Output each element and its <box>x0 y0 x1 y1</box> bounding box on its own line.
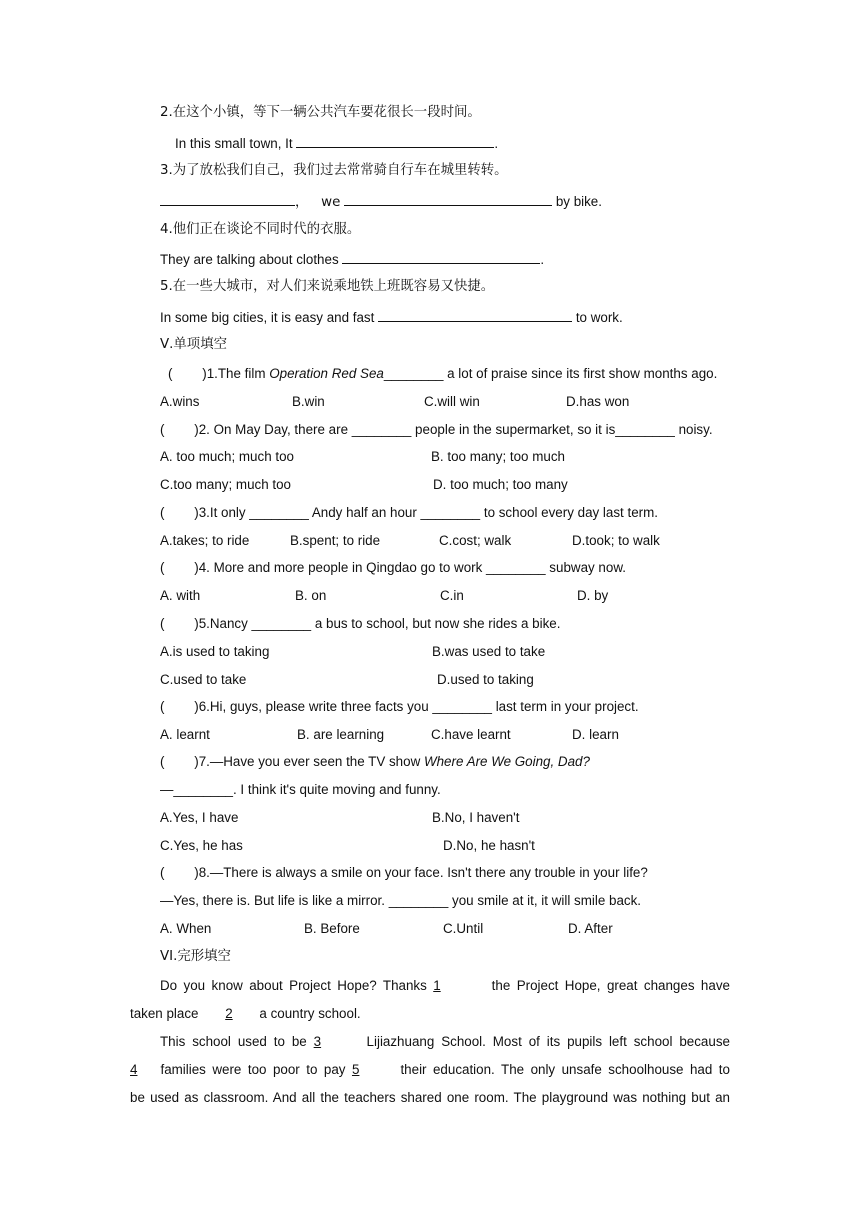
q4-stem: 4. More and more people in Qingdao go to work ________ subway now. <box>198 560 626 575</box>
q4-prefix: They are talking about clothes <box>160 252 339 267</box>
q1-option-a[interactable]: A.wins <box>160 394 200 409</box>
mc-question-4 <box>160 559 626 577</box>
q5-option-b[interactable]: B.was used to take <box>432 644 546 659</box>
translation-q2-english <box>175 134 498 153</box>
q7-stem-pre: 7.—Have you ever seen the TV show <box>198 754 424 769</box>
q3-stem: 3.It only ________ Andy half an hour ________ to school every day last term. <box>198 505 658 520</box>
q5-option-a[interactable]: A.is used to taking <box>160 644 270 659</box>
q6-option-b[interactable]: B. are learning <box>297 727 385 742</box>
q2-suffix: . <box>494 136 499 151</box>
q6-option-a[interactable]: A. learnt <box>160 727 210 742</box>
q5-prefix: In some big cities, it is easy and fast <box>160 310 375 325</box>
translation-q4-chinese: 4.他们正在谈论不同时代的衣服。 <box>160 222 361 237</box>
cloze-text: taken place <box>130 1006 199 1021</box>
q2-option-d[interactable]: D. too much; too many <box>433 477 568 492</box>
mc-question-3 <box>160 504 658 522</box>
q1-option-b[interactable]: B.win <box>292 394 325 409</box>
q1-option-d[interactable]: D.has won <box>566 394 630 409</box>
cloze-paragraph-2-line-1 <box>130 1033 730 1051</box>
q8-option-d[interactable]: D. After <box>568 921 613 936</box>
q6-option-c[interactable]: C.have learnt <box>431 727 511 742</box>
answer-paren[interactable]: ( ) <box>160 422 199 437</box>
section-5-title: Ⅴ.单项填空 <box>160 337 227 352</box>
cloze-text: Lijiazhuang School. Most of its pupils left school because <box>366 1034 730 1049</box>
q2-option-c[interactable]: C.too many; much too <box>160 477 291 492</box>
cloze-paragraph-1-line-1 <box>130 977 730 995</box>
cloze-text: Do you know about Project Hope? Thanks <box>160 978 427 993</box>
answer-paren[interactable]: ( ) <box>160 505 199 520</box>
cloze-blank-3[interactable]: 3 <box>313 1034 322 1049</box>
q8-option-b[interactable]: B. Before <box>304 921 360 936</box>
q8-option-c[interactable]: C.Until <box>443 921 484 936</box>
q6-option-d[interactable]: D. learn <box>572 727 619 742</box>
q5-answer-blank[interactable] <box>378 308 572 322</box>
answer-paren[interactable]: ( ) <box>168 366 207 381</box>
q8-response-line: —Yes, there is. But life is like a mirror. ________ you smile at it, it will smile back. <box>160 893 642 908</box>
section-6-title: VI.完形填空 <box>160 949 231 964</box>
q8-stem: 8.—There is always a smile on your face. Isn't there any trouble in your life? <box>198 865 648 880</box>
answer-paren[interactable]: ( ) <box>160 560 199 575</box>
q3-suffix: by bike. <box>555 194 602 209</box>
q4-option-d[interactable]: D. by <box>577 588 609 603</box>
q3-answer-blank-2[interactable] <box>344 192 552 206</box>
q3-mid: ， we <box>295 195 341 210</box>
translation-q3-english <box>160 192 602 212</box>
q7-show-title: Where Are We Going, Dad? <box>423 754 590 769</box>
q4-option-a[interactable]: A. with <box>160 588 201 603</box>
q2-option-b[interactable]: B. too many; too much <box>431 449 565 464</box>
q3-option-b[interactable]: B.spent; to ride <box>290 533 381 548</box>
q3-option-a[interactable]: A.takes; to ride <box>160 533 250 548</box>
translation-q2-chinese: 2.在这个小镇，等下一辆公共汽车要花很长一段时间。 <box>160 105 481 120</box>
q1-option-c[interactable]: C.will win <box>424 394 480 409</box>
q5-option-c[interactable]: C.used to take <box>160 672 247 687</box>
q7-option-d[interactable]: D.No, he hasn't <box>443 838 535 853</box>
q4-option-b[interactable]: B. on <box>295 588 327 603</box>
cloze-text: This school used to be <box>160 1034 307 1049</box>
mc-question-1 <box>168 365 717 383</box>
q3-answer-blank-1[interactable] <box>160 192 295 206</box>
mc-question-5 <box>160 615 560 633</box>
cloze-blank-4[interactable]: 4 <box>130 1062 138 1077</box>
answer-paren[interactable]: ( ) <box>160 754 199 769</box>
cloze-text: a country school. <box>259 1006 361 1021</box>
cloze-paragraph-2-line-3: be used as classroom. And all the teachers shared one room. The playground was nothing but an <box>130 1090 730 1105</box>
cloze-text: families were too poor to pay <box>160 1062 346 1077</box>
answer-paren[interactable]: ( ) <box>160 865 199 880</box>
q3-option-d[interactable]: D.took; to walk <box>572 533 660 548</box>
translation-q3-chinese: 3.为了放松我们自己，我们过去常常骑自行车在城里转转。 <box>160 163 508 178</box>
answer-paren[interactable]: ( ) <box>160 616 199 631</box>
q4-suffix: . <box>540 252 545 267</box>
cloze-blank-5[interactable]: 5 <box>351 1062 360 1077</box>
cloze-blank-1[interactable]: 1 <box>433 978 441 993</box>
cloze-paragraph-1-line-2 <box>130 1005 361 1023</box>
q5-suffix: to work. <box>575 310 623 325</box>
cloze-blank-2[interactable]: 2 <box>225 1006 233 1021</box>
q2-answer-blank[interactable] <box>296 134 494 148</box>
q2-prefix: In this small town, It <box>175 136 293 151</box>
q1-film-title: Operation Red Sea <box>269 366 384 381</box>
q8-option-a[interactable]: A. When <box>160 921 212 936</box>
q7-option-a[interactable]: A.Yes, I have <box>160 810 239 825</box>
translation-q5-english <box>160 308 623 327</box>
mc-question-7 <box>160 753 590 771</box>
mc-question-8 <box>160 864 648 882</box>
q5-stem: 5.Nancy ________ a bus to school, but now she rides a bike. <box>198 616 561 631</box>
translation-q4-english <box>160 250 544 269</box>
mc-question-6 <box>160 698 639 716</box>
q7-option-c[interactable]: C.Yes, he has <box>160 838 243 853</box>
translation-q5-chinese: 5.在一些大城市，对人们来说乘地铁上班既容易又快捷。 <box>160 279 495 294</box>
q5-option-d[interactable]: D.used to taking <box>437 672 534 687</box>
cloze-text: their education. The only unsafe schoolhouse had to <box>400 1062 730 1077</box>
cloze-paragraph-2-line-2 <box>130 1061 730 1079</box>
q1-stem-post: ________ a lot of praise since its first show months ago. <box>383 366 718 381</box>
q4-option-c[interactable]: C.in <box>440 588 464 603</box>
mc-question-2 <box>160 421 713 439</box>
q6-stem: 6.Hi, guys, please write three facts you ________ last term in your project. <box>198 699 639 714</box>
cloze-text: the Project Hope, great changes have <box>491 978 730 993</box>
q1-stem-pre: 1.The film <box>206 366 270 381</box>
answer-paren[interactable]: ( ) <box>160 699 199 714</box>
q7-response-line: —________. I think it's quite moving and funny. <box>160 782 441 797</box>
q3-option-c[interactable]: C.cost; walk <box>439 533 512 548</box>
q2-option-a[interactable]: A. too much; much too <box>160 449 294 464</box>
q2-stem: 2. On May Day, there are ________ people in the supermarket, so it is________ noisy. <box>198 422 713 437</box>
q4-answer-blank[interactable] <box>342 250 540 264</box>
q7-option-b[interactable]: B.No, I haven't <box>432 810 520 825</box>
